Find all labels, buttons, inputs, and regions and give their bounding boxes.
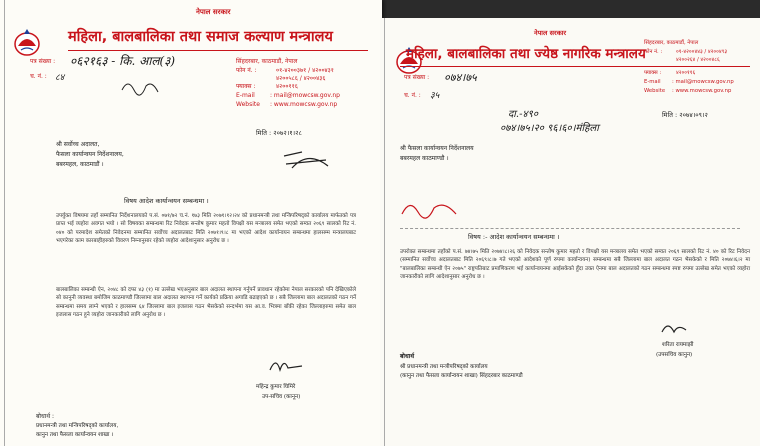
fax-label: फ्याक्स : <box>236 83 256 90</box>
patra-label: पत्र संख्या : <box>404 74 430 81</box>
website-address: : www.mowcsw.gov.np <box>672 88 732 94</box>
fax-number: ४२००११६ <box>276 83 298 90</box>
letter-date: मिति : २०७२।१।२८ <box>256 129 302 137</box>
recipient-line-1: श्री सर्वोच्च अदालत, <box>56 141 100 148</box>
handwritten-registration-1: दा.-४९० <box>508 109 539 120</box>
ministry-name: महिला, बालबालिका तथा ज्येष्ठ नागरिक मन्त्रालय <box>406 46 646 62</box>
email-address: : mail@mowcsw.gov.np <box>270 92 340 99</box>
chalani-number: ३५ <box>430 91 440 101</box>
chalani-number: ८४ <box>55 73 65 83</box>
nepal-emblem-icon <box>12 26 42 58</box>
letter-document-2 <box>380 18 760 446</box>
handwritten-note-scribble <box>282 146 332 172</box>
email-address: : mail@mowcsw.gov.np <box>672 79 734 85</box>
recipient-line-2: बबरमहल काठमाण्डौ । <box>400 155 449 162</box>
chalani-label: च. नं. : <box>404 92 421 99</box>
cc-label: बोधार्थ <box>400 353 415 360</box>
phone-secondary: ४२००२६४ / ४२००४८६ <box>676 57 720 63</box>
recipient-line-2: फैसला कार्यान्वयन निर्देशनालय, <box>56 151 124 158</box>
email-label: E-mail <box>644 79 661 85</box>
body-paragraph-1: उपर्युक्त विषयमा तहाँ सम्मानित निर्देशनालयको प.सं. ०७१/७२ च.नं. १७३ मिति २०७१।१२।२४ को प्रधानमन्त्री तथा मन्त्रिपरिषद्को कार्यालय मार्फतको पत्र प्राप्त भई व्यहोरा अवगत भयो । सो विषयका सम्बन्धमा रिट निवेदक सन्तोष कुमार महतो विपक्षी यस मन्त्रालय समेत भएको सम्वत २०६९ सालको रिट नं. ०४० को परमादेश समेतको निवेदनमा सम्मानित सर्वोच्च अदालतबाट मिति २०७१।९।८ मा भएको आदेश कार्यान्वयन सम्बन्धमा हालसम्म मन्त्रालयबाट भएगरेका काम कारबाहीहरुको विवरण निम्नानुसार रहेको व्यहोरा आदेशानुसार अनुरोध छ । <box>56 213 356 245</box>
subject-line: विषय आदेश कार्यान्वयन सम्बन्धमा । <box>124 197 209 205</box>
cc-line-2: कानुन तथा फैसला कार्यान्वयन शाखा । <box>36 432 114 438</box>
chalani-label: च. नं. : <box>30 73 47 80</box>
cc-line-2: (कानुन तथा फैसला कार्यान्वयन शाखा) सिंहदरबार काठमाण्डौ <box>400 373 523 379</box>
address: सिंहदरबार, काठमाडौं, नेपाल <box>644 40 699 46</box>
signer-name: महिन्द्र कुमार घिमिरे <box>256 384 296 390</box>
ministry-name: महिला, बालबालिका तथा समाज कल्याण मन्त्रालय <box>68 29 333 45</box>
body-paragraph-1: उपरोक्त सम्बन्धमा तहाँको प.सं. ७४।७५ मिति २०७४।८।२६ को निवेदक सन्तोष कुमार महतो र विपक्षी यस मन्त्रालय समेत भएको सम्वत २०६९ सालको रिट नं. ४० को रिट निवेदन (सम्मानित सर्वोच्च अदालतबाट मिति २०६९।८।७ गते भएको आदेशको पूर्ण रुपमा कार्यान्वयन) सम्बन्धमा सबै जिल्लामा बाल अदालत गठन भैसकेको र मिति २०७४।६।२ मा "बालबालिका सम्बन्धी ऐन २०७५" राष्ट्रपतिबाट प्रमाणिकरण भई कार्यान्वयनमा आईसकेको हुँदा उक्त ऐनमा बाल अदालतको गठन सम्बन्धमा स्पष्ट रुपमा उल्लेख समेत भएको व्यहोरा जानकारीको लागि आदेशानुसार अनुरोध छ । <box>400 249 750 281</box>
recipient-line-3: बबरमहल, काठमाडौं । <box>56 161 104 168</box>
phone-label: फोन नं. : <box>236 67 257 74</box>
signer-title: उप-सचिव (कानून) <box>262 394 301 400</box>
phone-primary: ०१-४२००३७१ / ४२००४३१ <box>276 67 334 74</box>
signature-mark <box>266 354 306 376</box>
letter-date: मिति : २०७४।०९।२ <box>662 111 708 119</box>
header-rule <box>68 50 368 51</box>
subject-line: विषय :- आदेश कार्यान्वयन सम्बन्धमा । <box>468 233 560 241</box>
government-label: नेपाल सरकार <box>534 29 567 37</box>
cc-line-1: श्री प्रधानमन्त्री तथा मन्त्रीपरिषद्को कार्यालय <box>400 364 488 370</box>
header-rule <box>400 66 750 67</box>
patra-label: पत्र संख्या : <box>30 58 56 65</box>
signature-scribble <box>120 76 160 98</box>
recipient-line-1: श्री फैसला कार्यान्वयन निर्देशनालय <box>400 145 474 152</box>
cc-line-1: प्रधानमन्त्री तथा मन्त्रिपरिषद्को कार्यालय, <box>36 423 119 429</box>
website-label: Website <box>236 101 260 108</box>
binder-edge <box>384 18 385 446</box>
red-ink-scribble <box>400 194 460 222</box>
phone-secondary: ४२००५८६ / ४२००४३६ <box>276 75 326 82</box>
patra-number: ०६२१६३ - कि. आल(३) <box>70 54 176 68</box>
phone-primary: ०१-४२००४४३ / ४२००४९३ <box>676 49 728 55</box>
handwritten-registration-2: ०७४।७५।२० ९६।६०।मंहिला <box>500 123 599 134</box>
binder-edge <box>4 0 5 446</box>
cc-label: बोधार्थ : <box>36 413 54 420</box>
signature-mark <box>658 318 694 338</box>
signer-name: शरिता रायमाझी <box>662 342 694 348</box>
signer-title: (उपसचिव कानुन) <box>656 352 693 358</box>
website-address: : www.mowcsw.gov.np <box>270 101 338 108</box>
address: सिंहदरबार, काठमाडौं, नेपाल <box>236 58 298 65</box>
separator <box>400 228 740 229</box>
email-label: E-mail <box>236 92 255 99</box>
patra-number: ०७४।७५ <box>444 71 477 84</box>
phone-label: फोन नं. : <box>644 49 663 55</box>
fax-number: ४२००११६ <box>676 70 696 76</box>
website-label: Website <box>644 88 666 94</box>
fax-label: फ्याक्स : <box>644 70 662 76</box>
body-paragraph-2: बालबालिका सम्बन्धी ऐन, २०४८ को दफा ४३ (१) मा उल्लेख भएअनुसार बाल अदालत स्थापना गर्नुपर्ने प्रावधान रहेकोमा नेपाल सरकारको पनि देखिएकोले सो कानुनी व्यवस्था बमोजिम काठमाण्डौ जिल्लामा बाल अदालत स्थापना गर्ने कार्यको प्रक्रिया अगाडि बढाइएको छ । सबै जिल्लामा बाल अदालतको गठन गर्ने सम्बन्धमा समय लाग्ने भएको र हालसम्म ६४ जिल्लामा बाल इजलास गठन भैसकेको सन्दर्भमा यस आ.व. भित्रमा बाँकी रहेका जिल्लाहरुमा समेत बाल इजलास गठन हुने व्यहोरा जानकारीको लागि अनुरोध छ । <box>56 287 356 319</box>
government-label: नेपाल सरकार <box>196 8 231 16</box>
